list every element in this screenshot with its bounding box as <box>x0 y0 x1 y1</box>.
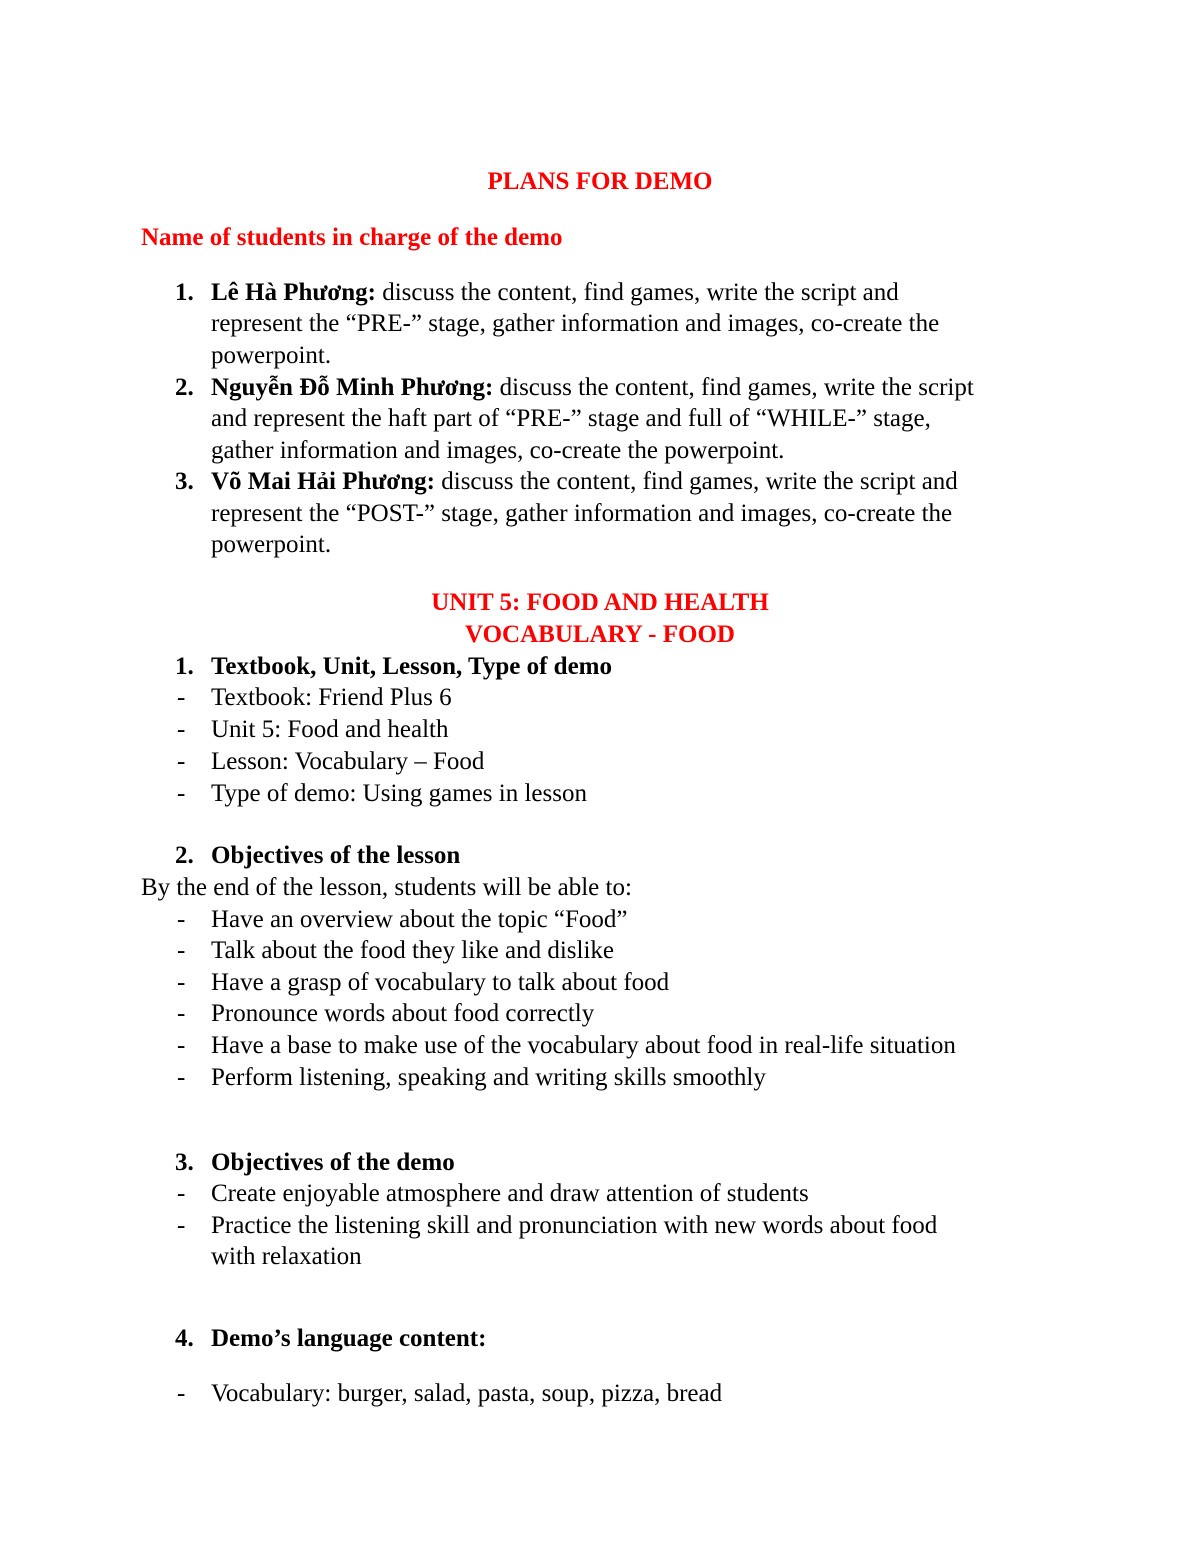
student-3-number: 3. <box>175 468 194 495</box>
bullet-dash: - <box>177 684 186 711</box>
bullet-dash: - <box>177 1064 186 1091</box>
section-1-number: 1. <box>175 653 194 680</box>
section-2-item-6: Perform listening, speaking and writing skills smoothly <box>211 1064 766 1091</box>
section-1-heading: Textbook, Unit, Lesson, Type of demo <box>211 653 612 680</box>
section-3-number: 3. <box>175 1149 194 1176</box>
students-heading: Name of students in charge of the demo <box>141 224 563 251</box>
section-2-item-4: Pronounce words about food correctly <box>211 1000 595 1027</box>
bullet-dash: - <box>177 1000 186 1027</box>
unit-subtitle: VOCABULARY - FOOD <box>465 621 735 648</box>
section-4-item-1: Vocabulary: burger, salad, pasta, soup, pizza, bread <box>211 1380 723 1407</box>
student-2-desc-1: discuss the content, find games, write the script <box>493 374 974 401</box>
student-1-line-3: powerpoint. <box>211 342 332 369</box>
section-3-item-2: Practice the listening skill and pronunciation with new words about food <box>211 1212 938 1239</box>
section-2-item-5: Have a base to make use of the vocabulary about food in real-life situation <box>211 1032 956 1059</box>
section-3-heading: Objectives of the demo <box>211 1149 455 1176</box>
student-2-name: Nguyễn Đỗ Minh Phương: <box>211 374 494 401</box>
section-1-item-2: Unit 5: Food and health <box>211 716 449 743</box>
bullet-dash: - <box>177 937 186 964</box>
student-2-number: 2. <box>175 374 194 401</box>
student-1-name: Lê Hà Phương: <box>211 279 376 306</box>
student-1-line-2: represent the “PRE-” stage, gather information and images, co-create the <box>211 310 940 337</box>
student-3-line-2: represent the “POST-” stage, gather information and images, co-create the <box>211 500 953 527</box>
student-2-line-3: gather information and images, co-create the powerpoint. <box>211 437 785 464</box>
bullet-dash: - <box>177 1032 186 1059</box>
student-1-desc-1: discuss the content, find games, write the script and <box>375 279 899 306</box>
section-1-item-4: Type of demo: Using games in lesson <box>211 780 587 807</box>
page-title: PLANS FOR DEMO <box>487 168 713 195</box>
section-2-number: 2. <box>175 842 194 869</box>
student-2-line-1 <box>211 372 974 404</box>
section-2-item-3: Have a grasp of vocabulary to talk about food <box>211 969 670 996</box>
section-4-heading: Demo’s language content: <box>211 1325 487 1352</box>
section-3-item-1: Create enjoyable atmosphere and draw attention of students <box>211 1180 809 1207</box>
section-2-heading: Objectives of the lesson <box>211 842 461 869</box>
section-2-item-1: Have an overview about the topic “Food” <box>211 906 628 933</box>
section-1-item-3: Lesson: Vocabulary – Food <box>211 748 485 775</box>
bullet-dash: - <box>177 1212 186 1239</box>
student-3-line-3: powerpoint. <box>211 531 332 558</box>
student-2-line-2: and represent the haft part of “PRE-” stage and full of “WHILE-” stage, <box>211 405 931 432</box>
bullet-dash: - <box>177 906 186 933</box>
bullet-dash: - <box>177 969 186 996</box>
student-3-name: Võ Mai Hải Phương: <box>211 468 435 495</box>
bullet-dash: - <box>177 1380 186 1407</box>
section-3-item-2-cont: with relaxation <box>211 1243 362 1270</box>
bullet-dash: - <box>177 748 186 775</box>
student-3-desc-1: discuss the content, find games, write the script and <box>435 468 958 495</box>
section-2-intro: By the end of the lesson, students will be able to: <box>141 874 632 901</box>
student-1-line-1 <box>211 277 899 309</box>
section-2-item-2: Talk about the food they like and dislike <box>211 937 615 964</box>
bullet-dash: - <box>177 716 186 743</box>
section-4-number: 4. <box>175 1325 194 1352</box>
student-1-number: 1. <box>175 279 194 306</box>
student-3-line-1 <box>211 466 958 498</box>
section-1-item-1: Textbook: Friend Plus 6 <box>211 684 452 711</box>
bullet-dash: - <box>177 780 186 807</box>
unit-title: UNIT 5: FOOD AND HEALTH <box>431 589 769 616</box>
bullet-dash: - <box>177 1180 186 1207</box>
